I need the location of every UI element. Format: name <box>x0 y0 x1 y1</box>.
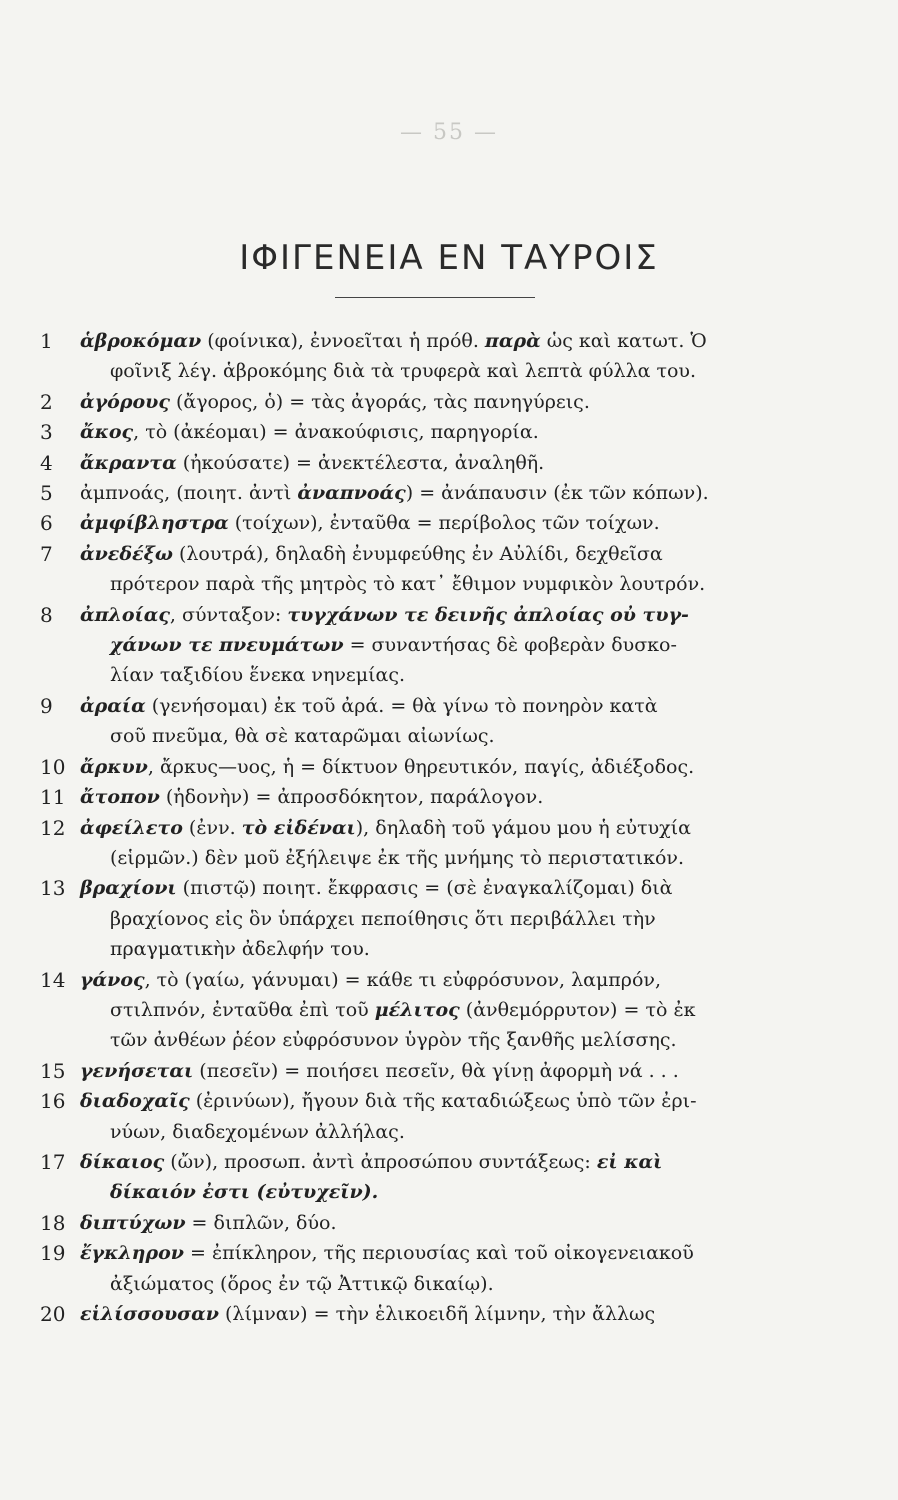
definition-text: (λουτρά), δηλαδὴ ἐνυμφεύθης ἐν Αὐλίδι, δεχθεῖσα <box>172 542 663 565</box>
entry-line <box>80 508 780 538</box>
entry-line <box>80 782 780 812</box>
headword: εἰ καὶ <box>596 1150 663 1173</box>
entry-line <box>80 721 780 751</box>
definition-text: (εἱρμῶν.) δὲν μοῦ ἐξήλειψε ἐκ τῆς μνήμης τὸ περιστατικόν. <box>110 846 685 869</box>
title-rule <box>335 297 535 298</box>
entry-line <box>80 752 780 782</box>
definition-text: (ὤν), προσωπ. ἀντὶ ἀπροσώπου συντάξεως: <box>164 1150 597 1173</box>
glossary-entry <box>40 1208 780 1238</box>
entry-line <box>80 843 780 873</box>
definition-text: (πεσεῖν) = ποιήσει πεσεῖν, θὰ γίνῃ ἀφορμὴ νά . . . <box>193 1059 679 1082</box>
definition-text: , τὸ (ἀκέομαι) = ἀνακούφισις, παρηγορία. <box>133 421 539 444</box>
headword: ἔγκληρον <box>80 1242 184 1265</box>
page-title: ΙΦΙΓΕΝΕΙΑ ΕΝ ΤΑΥΡΟΙΣ <box>239 238 659 278</box>
glossary-entry <box>40 965 780 1056</box>
headword: τὸ εἰδέναι <box>241 816 356 839</box>
definition-text: ), δηλαδὴ τοῦ γάμου μου ἡ εὐτυχία <box>355 816 691 839</box>
definition-text: ἀξιώματος (ὅρος ἐν τῷ Ἀττικῷ δικαίῳ). <box>110 1272 494 1295</box>
glossary-entry <box>40 387 780 417</box>
headword: δίκαιόν ἐστι (εὐτυχεῖν). <box>110 1181 379 1204</box>
definition-text: ὡς καὶ κατωτ. Ὁ <box>540 330 707 352</box>
headword: ἀγόρους <box>80 390 170 413</box>
glossary-entry <box>40 1056 780 1086</box>
definition-text: (τοίχων), ἐνταῦθα = περίβολος τῶν τοίχων. <box>228 512 660 535</box>
definition-text: = συναντήσας δὲ φοβερὰν δυσκο- <box>343 634 677 657</box>
headword: διπτύχων <box>80 1211 186 1234</box>
headword: ἄκος <box>80 421 134 444</box>
entry-number: 20 <box>40 1302 66 1326</box>
glossary-entry <box>40 326 780 387</box>
definition-text: ἀμπνοάς, (ποιητ. ἀντὶ <box>80 482 298 505</box>
glossary-entry <box>40 1299 780 1329</box>
entry-line <box>80 326 780 356</box>
entry-number: 11 <box>40 785 66 810</box>
definition-text: πραγματικὴν ἀδελφήν του. <box>110 938 370 961</box>
entry-line <box>80 813 780 843</box>
entry-number: 2 <box>40 389 53 414</box>
entry-number: 19 <box>40 1241 66 1266</box>
entry-number: 3 <box>40 420 53 445</box>
headword: εἱλίσσουσαν <box>80 1303 219 1325</box>
entry-line <box>80 387 780 417</box>
entry-number: 17 <box>40 1149 66 1174</box>
entry-number: 12 <box>40 815 66 840</box>
headword: χάνων τε πνευμάτων <box>110 634 344 657</box>
headword: ἄρκυν <box>80 755 148 778</box>
definition-text: φοῖνιξ λέγ. ἁβροκόμης διὰ τὰ τρυφερὰ καὶ λεπτὰ φύλλα του. <box>110 360 697 383</box>
entry-number: 16 <box>40 1089 66 1114</box>
glossary-entry <box>40 752 780 782</box>
entry-number: 5 <box>40 481 53 506</box>
entry-line <box>80 904 780 934</box>
entry-line <box>80 539 780 569</box>
entry-line <box>80 448 780 478</box>
entry-line <box>80 569 780 599</box>
entry-line <box>80 478 780 508</box>
entry-line <box>80 1117 780 1147</box>
definition-text: , τὸ (γαίω, γάνυμαι) = κάθε τι εὐφρόσυνον, λαμπρόν, <box>144 968 661 991</box>
glossary-entry <box>40 1147 780 1208</box>
headword: ἀμφίβληστρα <box>80 512 229 535</box>
glossary-entry <box>40 813 780 874</box>
headword: τυγχάνων τε δεινῆς ἀπλοίας οὐ τυγ- <box>287 603 689 626</box>
entry-number: 13 <box>40 876 66 901</box>
entry-line <box>80 873 780 903</box>
headword: ἀνεδέξω <box>80 542 173 565</box>
entry-line <box>80 1025 780 1055</box>
glossary-entry <box>40 1086 780 1147</box>
glossary-entry <box>40 539 780 600</box>
definition-text: πρότερον παρὰ τῆς μητρὸς τὸ κατ᾽ ἔθιμον νυμφικὸν λουτρόν. <box>110 573 706 596</box>
definition-text: τῶν ἀνθέων ῥέον εὐφρόσυνον ὑγρὸν τῆς ξανθῆς μελίσσης. <box>110 1029 677 1052</box>
headword: ἄτοπον <box>80 786 160 809</box>
entry-line <box>80 1056 780 1086</box>
definition-text: (ἡδονὴν) = ἀπροσδόκητον, παράλογον. <box>159 786 544 809</box>
entry-line <box>80 1208 780 1238</box>
definition-text: ) = ἀνάπαυσιν (ἐκ τῶν κόπων). <box>405 482 709 505</box>
definition-text: στιλπνόν, ἐνταῦθα ἐπὶ τοῦ <box>110 998 375 1021</box>
definition-text: (πιστῷ) ποιητ. ἔκφρασις = (σὲ ἐναγκαλίζομαι) διὰ <box>176 877 673 900</box>
entry-line <box>80 660 780 690</box>
definition-text: (ἄγορος, ὁ) = τὰς ἀγοράς, τὰς πανηγύρεις. <box>169 390 590 413</box>
glossary-entry <box>40 691 780 752</box>
entry-line <box>80 1147 780 1177</box>
definition-text: (ἀνθεμόρρυτον) = τὸ ἐκ <box>459 998 696 1021</box>
definition-text: λίαν ταξιδίου ἕνεκα νηνεμίας. <box>110 664 406 687</box>
glossary-entry <box>40 782 780 812</box>
headword: γενήσεται <box>80 1059 194 1082</box>
entry-number: 18 <box>40 1210 66 1235</box>
glossary-list <box>40 326 780 1329</box>
headword: μέλιτος <box>374 998 460 1021</box>
definition-text: (γενήσομαι) ἐκ τοῦ ἀρά. = θὰ γίνω τὸ πονηρὸν κατὰ <box>145 694 658 717</box>
headword: ἁβροκόμαν <box>80 330 202 352</box>
glossary-entry <box>40 1238 780 1299</box>
definition-text: (ἠκούσατε) = ἀνεκτέλεστα, ἀναληθῆ. <box>176 451 545 474</box>
entry-line <box>80 1177 780 1207</box>
glossary-entry <box>40 448 780 478</box>
definition-text: (ἐνν. <box>182 816 242 839</box>
entry-line <box>80 934 780 964</box>
entry-number: 9 <box>40 693 53 718</box>
entry-line <box>80 1086 780 1116</box>
entry-line <box>80 600 780 630</box>
headword: διαδοχαῖς <box>80 1090 190 1113</box>
definition-text: = ἐπίκληρον, τῆς περιουσίας καὶ τοῦ οἰκογενειακοῦ <box>183 1242 694 1265</box>
entry-number: 6 <box>40 511 53 536</box>
definition-text: (ἐρινύων), ἤγουν διὰ τῆς καταδιώξεως ὑπὸ τῶν ἐρι- <box>189 1090 697 1113</box>
page-number: — 55 — <box>400 120 498 145</box>
definition-text: , σύνταξον: <box>169 603 288 626</box>
glossary-entry <box>40 508 780 538</box>
entry-number: 4 <box>40 450 53 475</box>
headword: ἀπλοίας <box>80 603 170 626</box>
headword: ἀφείλετο <box>80 816 183 839</box>
entry-number: 10 <box>40 754 66 779</box>
entry-line <box>80 995 780 1025</box>
headword: ἄκραντα <box>80 451 177 474</box>
definition-text: νύων, διαδεχομένων ἀλλήλας. <box>110 1120 405 1143</box>
headword: γάνος <box>80 968 145 991</box>
entry-line <box>80 1269 780 1299</box>
entry-line <box>80 1299 780 1329</box>
entry-line <box>80 691 780 721</box>
headword: δίκαιος <box>80 1150 165 1173</box>
definition-text: , ἄρκυς—υος, ἡ = δίκτυον θηρευτικόν, παγίς, ἀδιέξοδος. <box>147 755 695 778</box>
definition-text: σοῦ πνεῦμα, θὰ σὲ καταρῶμαι αἰωνίως. <box>110 725 495 748</box>
entry-line <box>80 356 780 386</box>
definition-text: = διπλῶν, δύο. <box>185 1211 337 1234</box>
entry-line <box>80 965 780 995</box>
definition-text: (λίμναν) = τὴν ἑλικοειδῆ λίμνην, τὴν ἄλλως <box>218 1303 656 1325</box>
entry-line <box>80 1238 780 1268</box>
headword: ἀραία <box>80 694 146 717</box>
entry-line <box>80 630 780 660</box>
entry-number: 7 <box>40 541 53 566</box>
entry-number: 8 <box>40 602 53 627</box>
entry-number: 14 <box>40 967 66 992</box>
headword: ἀναπνοάς <box>297 482 406 505</box>
glossary-entry <box>40 417 780 447</box>
glossary-entry <box>40 873 780 964</box>
definition-text: βραχίονος εἰς ὃν ὑπάρχει πεποίθησις ὅτι περιβάλλει τὴν <box>110 907 656 930</box>
glossary-entry <box>40 600 780 691</box>
entry-line <box>80 417 780 447</box>
entry-number: 15 <box>40 1058 66 1083</box>
headword: βραχίονι <box>80 877 177 900</box>
definition-text: (φοίνικα), ἐννοεῖται ἡ πρόθ. <box>201 330 485 352</box>
entry-number: 1 <box>40 329 53 353</box>
headword: παρὰ <box>484 330 541 352</box>
glossary-entry <box>40 478 780 508</box>
